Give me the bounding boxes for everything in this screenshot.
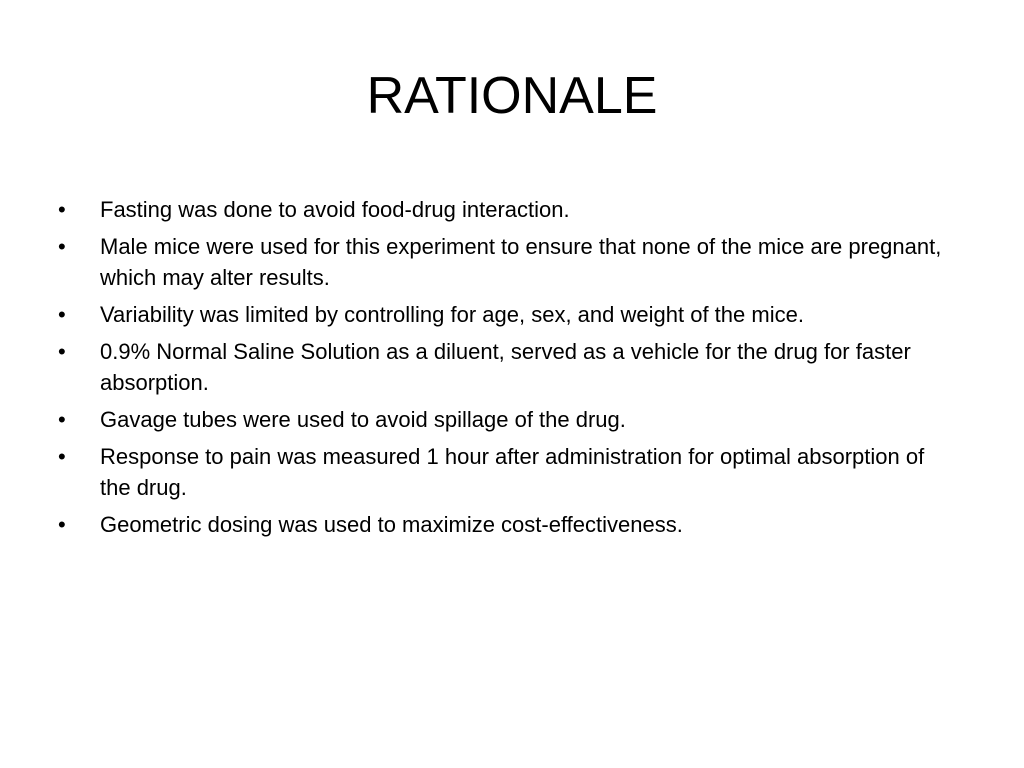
bullet-text: Response to pain was measured 1 hour after administration for optimal absorption of the drug. (100, 444, 925, 500)
bullet-item (58, 441, 958, 503)
bullet-text: Gavage tubes were used to avoid spillage of the drug. (100, 407, 626, 432)
bullet-item (58, 336, 958, 398)
slide-title: RATIONALE (366, 67, 658, 125)
bullet-dot-icon: • (58, 302, 66, 327)
bullet-text: Variability was limited by controlling for age, sex, and weight of the mice. (100, 302, 804, 327)
bullet-item (58, 509, 958, 540)
bullet-dot-icon: • (58, 444, 66, 469)
bullet-text: 0.9% Normal Saline Solution as a diluent, served as a vehicle for the drug for faster absorption. (100, 339, 911, 395)
bullet-item (58, 194, 958, 225)
bullet-text: Male mice were used for this experiment to ensure that none of the mice are pregnant, which may alter results. (100, 234, 942, 290)
bullet-dot-icon: • (58, 407, 66, 432)
bullet-text: Fasting was done to avoid food-drug interaction. (100, 197, 570, 222)
bullet-list (58, 194, 958, 546)
bullet-item (58, 404, 958, 435)
bullet-dot-icon: • (58, 512, 66, 537)
bullet-dot-icon: • (58, 197, 66, 222)
bullet-item (58, 299, 958, 330)
bullet-text: Geometric dosing was used to maximize cost-effectiveness. (100, 512, 683, 537)
bullet-item (58, 231, 958, 293)
bullet-dot-icon: • (58, 234, 66, 259)
bullet-dot-icon: • (58, 339, 66, 364)
